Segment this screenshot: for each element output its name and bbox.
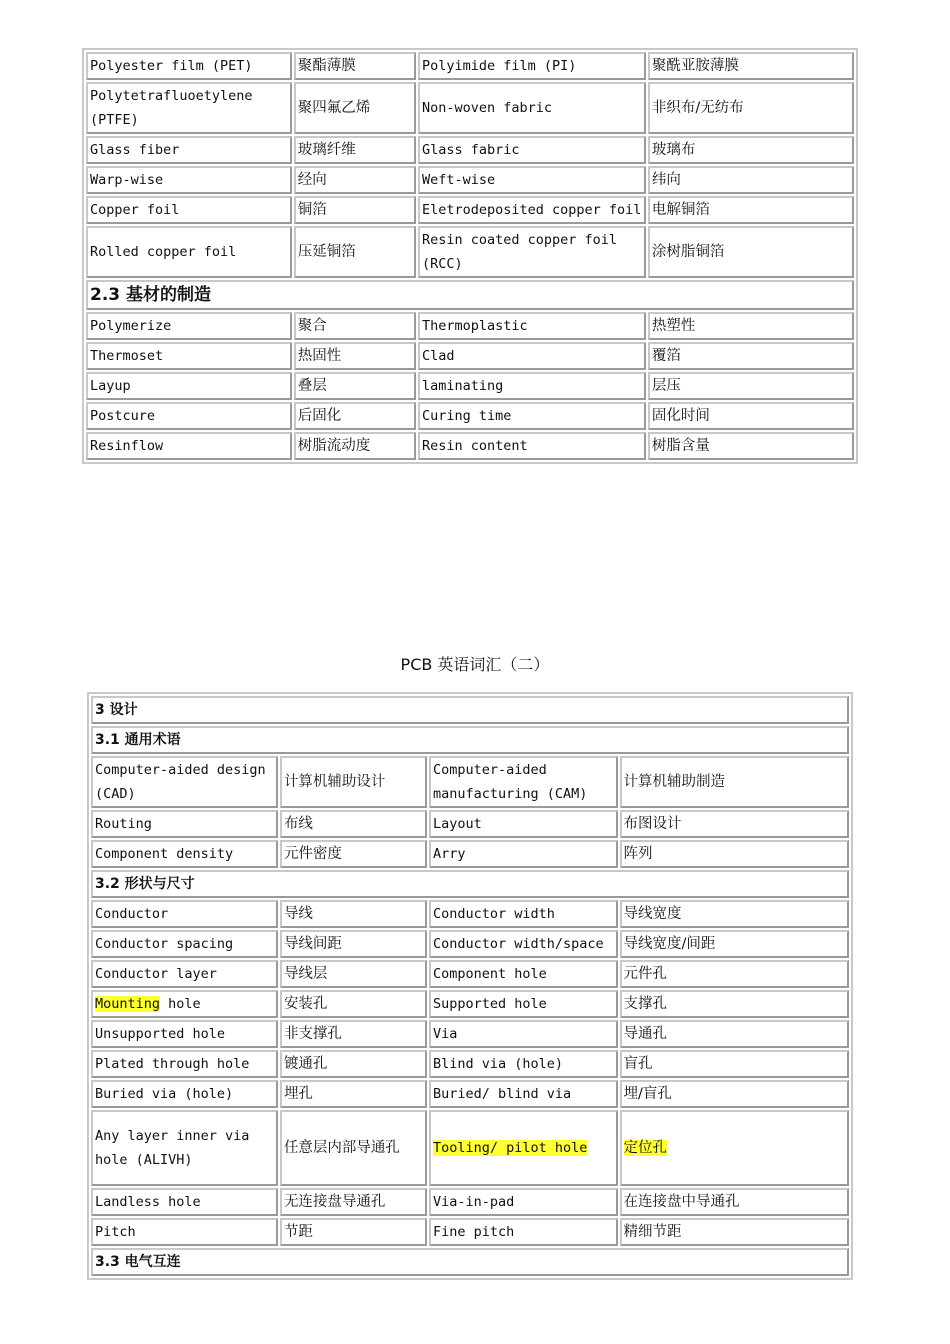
term-english: Polytetrafluoetylene (PTFE) bbox=[86, 82, 292, 134]
term-english: Weft-wise bbox=[418, 166, 646, 194]
table-row bbox=[86, 136, 854, 164]
term-english: Computer-aided design (CAD) bbox=[91, 756, 278, 808]
section-row bbox=[86, 280, 854, 310]
table-row bbox=[91, 1020, 849, 1048]
section-heading: 3.2 形状与尺寸 bbox=[91, 870, 849, 898]
term-english: Eletrodeposited copper foil bbox=[418, 196, 646, 224]
section-heading: 2.3 基材的制造 bbox=[86, 280, 854, 310]
term-english: Buried via (hole) bbox=[91, 1080, 278, 1108]
term-chinese: 覆箔 bbox=[648, 342, 854, 370]
term-english: Plated through hole bbox=[91, 1050, 278, 1078]
term-english: Layup bbox=[86, 372, 292, 400]
term-english bbox=[429, 1110, 618, 1186]
term-english: Thermoplastic bbox=[418, 312, 646, 340]
term-chinese: 计算机辅助制造 bbox=[620, 756, 850, 808]
term-english: Postcure bbox=[86, 402, 292, 430]
term-chinese: 电解铜箔 bbox=[648, 196, 854, 224]
term-chinese: 任意层内部导通孔 bbox=[280, 1110, 427, 1186]
table-row bbox=[91, 810, 849, 838]
term-chinese: 涂树脂铜箔 bbox=[648, 226, 854, 278]
term-chinese: 层压 bbox=[648, 372, 854, 400]
table-row bbox=[91, 1188, 849, 1216]
term-chinese: 压延铜箔 bbox=[294, 226, 416, 278]
table-row bbox=[91, 960, 849, 988]
table-row bbox=[91, 1110, 849, 1186]
term-english: Conductor spacing bbox=[91, 930, 278, 958]
term-english: Polymerize bbox=[86, 312, 292, 340]
term-english: Component hole bbox=[429, 960, 618, 988]
term-chinese: 经向 bbox=[294, 166, 416, 194]
term-chinese: 导线层 bbox=[280, 960, 427, 988]
section-heading: 3.3 电气互连 bbox=[91, 1248, 849, 1276]
term-chinese: 节距 bbox=[280, 1218, 427, 1246]
table-row bbox=[86, 52, 854, 80]
section-row bbox=[91, 726, 849, 754]
term-english: Buried/ blind via bbox=[429, 1080, 618, 1108]
term-english: Conductor bbox=[91, 900, 278, 928]
term-chinese: 非支撑孔 bbox=[280, 1020, 427, 1048]
term-english: Fine pitch bbox=[429, 1218, 618, 1246]
term-english: Resin coated copper foil (RCC) bbox=[418, 226, 646, 278]
term-english: Thermoset bbox=[86, 342, 292, 370]
table-row bbox=[91, 930, 849, 958]
term-english: Unsupported hole bbox=[91, 1020, 278, 1048]
term-chinese: 镀通孔 bbox=[280, 1050, 427, 1078]
table-row bbox=[91, 840, 849, 868]
term-chinese: 安装孔 bbox=[280, 990, 427, 1018]
term-chinese: 聚酰亚胺薄膜 bbox=[648, 52, 854, 80]
term-english: Via bbox=[429, 1020, 618, 1048]
term-english: Glass fabric bbox=[418, 136, 646, 164]
term-chinese: 埋孔 bbox=[280, 1080, 427, 1108]
table-row bbox=[86, 82, 854, 134]
term-english: Layout bbox=[429, 810, 618, 838]
glossary-table-materials bbox=[82, 48, 858, 464]
term-chinese: 阵列 bbox=[620, 840, 850, 868]
highlighted-text: 定位孔 bbox=[623, 1140, 667, 1156]
term-english-rest: hole bbox=[160, 996, 201, 1012]
term-chinese: 聚四氟乙烯 bbox=[294, 82, 416, 134]
term-english: Routing bbox=[91, 810, 278, 838]
term-chinese: 支撑孔 bbox=[620, 990, 850, 1018]
term-english: Blind via (hole) bbox=[429, 1050, 618, 1078]
term-chinese: 热固性 bbox=[294, 342, 416, 370]
term-english: Computer-aided manufacturing (CAM) bbox=[429, 756, 618, 808]
term-english: Via-in-pad bbox=[429, 1188, 618, 1216]
term-chinese: 导线间距 bbox=[280, 930, 427, 958]
table-row bbox=[86, 312, 854, 340]
term-chinese: 聚合 bbox=[294, 312, 416, 340]
term-chinese: 热塑性 bbox=[648, 312, 854, 340]
term-chinese: 计算机辅助设计 bbox=[280, 756, 427, 808]
table-row bbox=[86, 432, 854, 460]
table-row bbox=[86, 372, 854, 400]
term-english: Any layer inner via hole (ALIVH) bbox=[91, 1110, 278, 1186]
table-row bbox=[91, 900, 849, 928]
highlighted-text: Tooling/ pilot hole bbox=[432, 1140, 588, 1156]
term-chinese: 固化时间 bbox=[648, 402, 854, 430]
term-english: Conductor width bbox=[429, 900, 618, 928]
chapter-heading: 3 设计 bbox=[91, 696, 849, 724]
section-heading: 3.1 通用术语 bbox=[91, 726, 849, 754]
term-english: Landless hole bbox=[91, 1188, 278, 1216]
term-chinese: 后固化 bbox=[294, 402, 416, 430]
page-title: PCB 英语词汇（二） bbox=[400, 655, 550, 674]
table-row bbox=[86, 342, 854, 370]
term-chinese: 树脂流动度 bbox=[294, 432, 416, 460]
term-chinese: 导线宽度 bbox=[620, 900, 850, 928]
term-english: Conductor width/space bbox=[429, 930, 618, 958]
term-english: Clad bbox=[418, 342, 646, 370]
section-row bbox=[91, 870, 849, 898]
term-english: Resinflow bbox=[86, 432, 292, 460]
table-row bbox=[86, 226, 854, 278]
term-english: Warp-wise bbox=[86, 166, 292, 194]
term-english: Glass fiber bbox=[86, 136, 292, 164]
term-english: Pitch bbox=[91, 1218, 278, 1246]
term-english: Conductor layer bbox=[91, 960, 278, 988]
table-row bbox=[91, 1080, 849, 1108]
table-row bbox=[86, 196, 854, 224]
term-chinese: 聚酯薄膜 bbox=[294, 52, 416, 80]
term-english: Curing time bbox=[418, 402, 646, 430]
term-chinese: 叠层 bbox=[294, 372, 416, 400]
term-english: laminating bbox=[418, 372, 646, 400]
term-chinese: 铜箔 bbox=[294, 196, 416, 224]
table-row bbox=[86, 166, 854, 194]
term-chinese: 无连接盘导通孔 bbox=[280, 1188, 427, 1216]
term-chinese: 导线 bbox=[280, 900, 427, 928]
term-english: Polyimide film (PI) bbox=[418, 52, 646, 80]
glossary-table-design bbox=[87, 692, 853, 1280]
term-english: Copper foil bbox=[86, 196, 292, 224]
table-row bbox=[86, 402, 854, 430]
term-chinese: 元件密度 bbox=[280, 840, 427, 868]
term-chinese: 布图设计 bbox=[620, 810, 850, 838]
term-chinese: 树脂含量 bbox=[648, 432, 854, 460]
term-english: Resin content bbox=[418, 432, 646, 460]
table-row bbox=[91, 1218, 849, 1246]
term-chinese: 埋/盲孔 bbox=[620, 1080, 850, 1108]
term-english bbox=[91, 990, 278, 1018]
term-chinese bbox=[620, 1110, 850, 1186]
term-english: Polyester film (PET) bbox=[86, 52, 292, 80]
term-chinese: 导通孔 bbox=[620, 1020, 850, 1048]
term-chinese: 盲孔 bbox=[620, 1050, 850, 1078]
table-row bbox=[91, 990, 849, 1018]
term-chinese: 导线宽度/间距 bbox=[620, 930, 850, 958]
term-chinese: 非织布/无纺布 bbox=[648, 82, 854, 134]
term-english: Non-woven fabric bbox=[418, 82, 646, 134]
term-chinese: 布线 bbox=[280, 810, 427, 838]
term-english: Rolled copper foil bbox=[86, 226, 292, 278]
table-row bbox=[91, 756, 849, 808]
section-row bbox=[91, 1248, 849, 1276]
term-english: Component density bbox=[91, 840, 278, 868]
term-chinese: 在连接盘中导通孔 bbox=[620, 1188, 850, 1216]
term-chinese: 纬向 bbox=[648, 166, 854, 194]
section-row bbox=[91, 696, 849, 724]
term-chinese: 精细节距 bbox=[620, 1218, 850, 1246]
highlighted-text: Mounting bbox=[95, 996, 161, 1012]
table-row bbox=[91, 1050, 849, 1078]
term-chinese: 玻璃纤维 bbox=[294, 136, 416, 164]
term-english: Supported hole bbox=[429, 990, 618, 1018]
term-chinese: 元件孔 bbox=[620, 960, 850, 988]
term-chinese: 玻璃布 bbox=[648, 136, 854, 164]
term-english: Arry bbox=[429, 840, 618, 868]
